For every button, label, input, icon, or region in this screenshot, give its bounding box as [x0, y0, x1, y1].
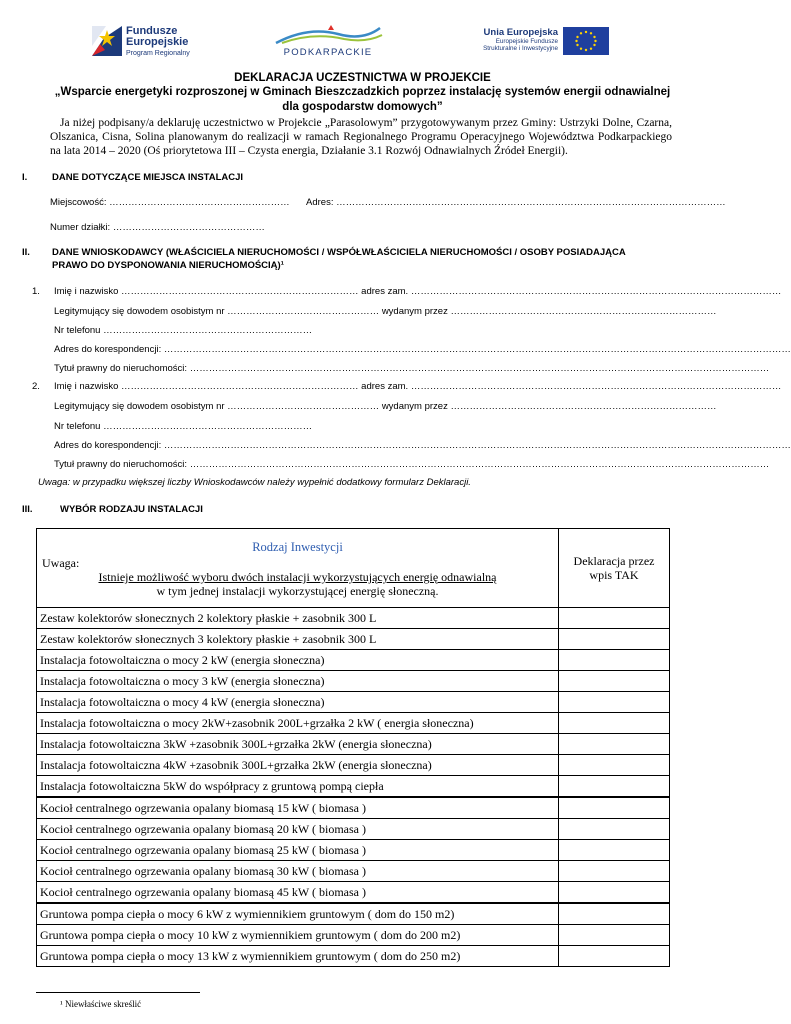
table-row [37, 650, 670, 671]
header-note-line1: Istnieje możliwość wyboru dwóch instalacji wykorzystujących energię odnawialną [98, 570, 497, 584]
table-row [37, 671, 670, 692]
document-title: DEKLARACJA UCZESTNICTWA W PROJEKCIE [234, 72, 491, 84]
person2-name-field[interactable]: Imię i nazwisko ………………………………………………………………… adres zam. ……………………………………………………………………………………………………… [54, 381, 782, 392]
installation-type-cell: Kocioł centralnego ogrzewania opalany biomasą 15 kW ( biomasa ) [37, 797, 559, 819]
declaration-cell[interactable] [559, 692, 670, 713]
table-row [37, 797, 670, 819]
installation-table [36, 528, 670, 967]
table-row [37, 819, 670, 840]
declaration-cell[interactable] [559, 629, 670, 650]
person1-correspondence-field[interactable]: Adres do korespondencji: ……………………………………………………………………………………………………………………………………………………………………………… [54, 344, 791, 355]
table-row [37, 925, 670, 946]
table-row [37, 734, 670, 755]
person2-id-field[interactable]: Legitymujący się dowodem osobistym nr ………………………………………… wydanym przez ………………………………………………………………………… [54, 401, 717, 412]
installation-type-cell: Kocioł centralnego ogrzewania opalany biomasą 45 kW ( biomasa ) [37, 882, 559, 904]
declaration-header-line1: Deklaracja przez [573, 554, 655, 568]
installation-type-cell: Zestaw kolektorów słonecznych 3 kolektory płaskie + zasobnik 300 L [37, 629, 559, 650]
declaration-cell[interactable] [559, 797, 670, 819]
installation-type-cell: Instalacja fotowoltaiczna 5kW do współpracy z gruntową pompą ciepła [37, 776, 559, 798]
podkarpackie-mountains-icon [268, 24, 388, 44]
podkarpackie-text: PODKARPACKIE [283, 47, 373, 58]
declaration-cell[interactable] [559, 776, 670, 798]
ue-line3: Strukturalne i Inwestycyjne [483, 45, 558, 52]
eu-flag-icon [563, 27, 609, 55]
table-row [37, 903, 670, 925]
section2-title-line1: DANE WNIOSKODAWCY (WŁAŚCICIELA NIERUCHOMOŚCI / WSPÓŁWŁAŚCICIELA NIERUCHOMOŚCI / OSOBY POSIADAJĄCA [52, 247, 626, 258]
declaration-cell[interactable] [559, 819, 670, 840]
person1-phone-field[interactable]: Nr telefonu ………………………………………………………… [54, 325, 313, 336]
installation-type-cell: Kocioł centralnego ogrzewania opalany biomasą 20 kW ( biomasa ) [37, 819, 559, 840]
declaration-header-line2: wpis TAK [589, 568, 639, 582]
table-row [37, 608, 670, 629]
person1-id-field[interactable]: Legitymujący się dowodem osobistym nr ………………………………………… wydanym przez ………………………………………………………………………… [54, 306, 717, 317]
installation-type-cell: Instalacja fotowoltaiczna o mocy 2 kW (energia słoneczna) [37, 650, 559, 671]
person2-number: 2. [32, 381, 40, 392]
declaration-cell[interactable] [559, 946, 670, 967]
ue-line1: Unia Europejska [483, 27, 558, 38]
installation-type-cell: Instalacja fotowoltaiczna 4kW +zasobnik 300L+grzałka 2kW (energia słoneczna) [37, 755, 559, 776]
fundusze-line3: Program Regionalny [126, 50, 190, 57]
section1-title: DANE DOTYCZĄCE MIEJSCA INSTALACJI [52, 172, 244, 183]
applicants-note: Uwaga: w przypadku większej liczby Wnioskodawców należy wypełnić dodatkowy formularz Deklaracji. [38, 477, 471, 488]
section3-title: WYBÓR RODZAJU INSTALACJI [60, 504, 203, 515]
section1-number: I. [22, 172, 28, 183]
table-row [37, 861, 670, 882]
person2-legal-title-field[interactable]: Tytuł prawny do nieruchomości: ………………………………………………………………………………………………………………………………………………………………… [54, 459, 770, 470]
table-header-row [37, 529, 670, 608]
installation-type-cell: Gruntowa pompa ciepła o mocy 6 kW z wymiennikiem gruntowym ( dom do 150 m2) [37, 903, 559, 925]
investment-type-header [37, 529, 559, 608]
declaration-cell[interactable] [559, 882, 670, 904]
header-note-line2: w tym jednej instalacji wykorzystującej energię słoneczną. [156, 584, 439, 598]
table-row [37, 840, 670, 861]
header-uwaga: Uwaga: [42, 556, 80, 570]
declaration-intro: Ja niżej podpisany/a deklaruję uczestnictwo w Projekcie „Parasolowym” przygotowywanym przez Gminy: Ustrzyki Dolne, Czarna, Olszanica, Cisna, Solina planowanym do realizacji w ramach Regionalnego Programu Operacyjnego Województwa Podkarpackiego na lata 2014 – 2020 (Oś priorytetowa III – Czysta energia, Działanie 3.1 Rozwój Odnawialnych Źródeł Energii). [50, 117, 672, 157]
ue-logo [458, 27, 618, 57]
declaration-cell[interactable] [559, 925, 670, 946]
table-row [37, 946, 670, 967]
person1-number: 1. [32, 286, 40, 297]
project-title-line1: „Wsparcie energetyki rozproszonej w Gminach Bieszczadzkich poprzez instalację systemów energii odnawialnej [54, 86, 671, 98]
person2-correspondence-field[interactable]: Adres do korespondencji: ……………………………………………………………………………………………………………………………………………………………………………… [54, 440, 791, 451]
fundusze-line1: Fundusze [126, 25, 178, 37]
footnote: ¹ Niewłaściwe skreślić [60, 999, 142, 1009]
footnote-separator [36, 992, 200, 993]
installation-type-cell: Kocioł centralnego ogrzewania opalany biomasą 25 kW ( biomasa ) [37, 840, 559, 861]
person1-legal-title-field[interactable]: Tytuł prawny do nieruchomości: ………………………………………………………………………………………………………………………………………………………………… [54, 363, 770, 374]
podkarpackie-logo [268, 24, 388, 58]
declaration-cell[interactable] [559, 671, 670, 692]
declaration-cell[interactable] [559, 755, 670, 776]
adres-field[interactable]: Adres: …………………………………………………………………………………………………………… [306, 197, 726, 208]
table-row [37, 692, 670, 713]
miejscowosc-field[interactable]: Miejscowość: ………………………………………………… [50, 197, 290, 208]
installation-type-cell: Zestaw kolektorów słonecznych 2 kolektory płaskie + zasobnik 300 L [37, 608, 559, 629]
dzialka-field[interactable]: Numer działki: ………………………………………… [50, 222, 265, 233]
table-row [37, 776, 670, 798]
table-row [37, 755, 670, 776]
installation-type-cell: Gruntowa pompa ciepła o mocy 13 kW z wymiennikiem gruntowym ( dom do 250 m2) [37, 946, 559, 967]
fundusze-star-icon [92, 26, 122, 56]
installation-type-cell: Instalacja fotowoltaiczna o mocy 2kW+zasobnik 200L+grzałka 2 kW ( energia słoneczna) [37, 713, 559, 734]
declaration-cell[interactable] [559, 650, 670, 671]
project-title-line2: dla gospodarstw domowych” [282, 101, 443, 113]
declaration-header [559, 529, 670, 608]
section2-number: II. [22, 247, 30, 258]
installation-type-cell: Instalacja fotowoltaiczna 3kW +zasobnik 300L+grzałka 2kW (energia słoneczna) [37, 734, 559, 755]
person1-name-field[interactable]: Imię i nazwisko ………………………………………………………………… adres zam. ……………………………………………………………………………………………………… [54, 286, 782, 297]
fundusze-line2: Europejskie [126, 36, 189, 48]
installation-type-cell: Instalacja fotowoltaiczna o mocy 3 kW (energia słoneczna) [37, 671, 559, 692]
section2-title-line2: PRAWO DO DYSPONOWANIA NIERUCHOMOŚCIĄ)¹ [52, 260, 284, 271]
declaration-cell[interactable] [559, 608, 670, 629]
table-row [37, 882, 670, 904]
investment-type-title: Rodzaj Inwestycji [252, 540, 343, 554]
declaration-cell[interactable] [559, 734, 670, 755]
declaration-cell[interactable] [559, 861, 670, 882]
installation-type-cell: Gruntowa pompa ciepła o mocy 10 kW z wymiennikiem gruntowym ( dom do 200 m2) [37, 925, 559, 946]
person2-phone-field[interactable]: Nr telefonu ………………………………………………………… [54, 421, 313, 432]
installation-type-cell: Instalacja fotowoltaiczna o mocy 4 kW (energia słoneczna) [37, 692, 559, 713]
fundusze-europejskie-logo [92, 26, 212, 60]
declaration-cell[interactable] [559, 903, 670, 925]
declaration-cell[interactable] [559, 713, 670, 734]
section3-number: III. [22, 504, 33, 515]
installation-type-cell: Kocioł centralnego ogrzewania opalany biomasą 30 kW ( biomasa ) [37, 861, 559, 882]
declaration-cell[interactable] [559, 840, 670, 861]
table-row [37, 629, 670, 650]
ue-line2: Europejskie Fundusze [495, 38, 558, 45]
table-row [37, 713, 670, 734]
